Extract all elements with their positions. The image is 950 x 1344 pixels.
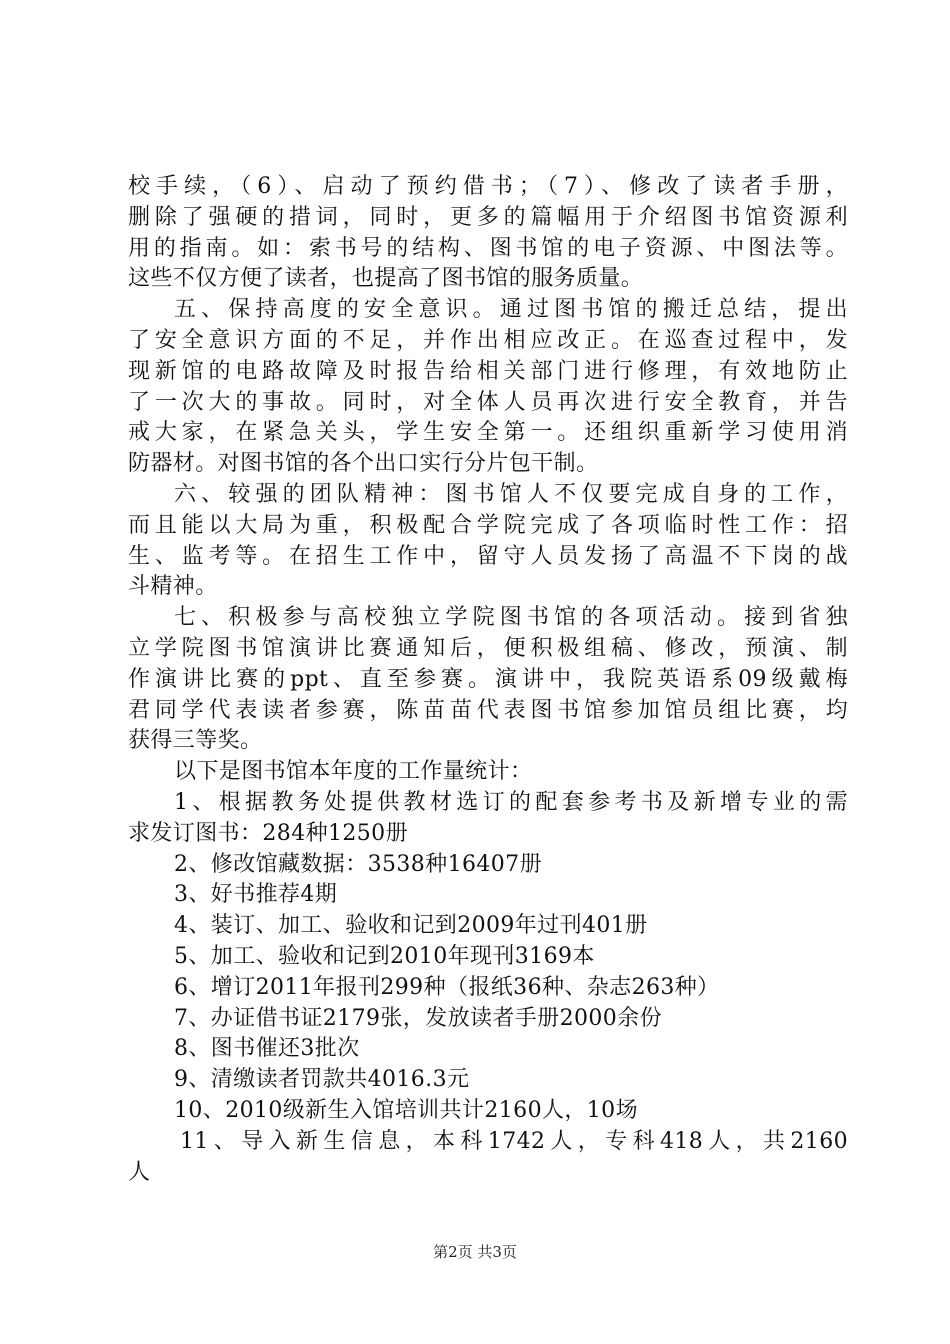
text-line: 2、修改馆藏数据：3538种16407册 <box>174 851 542 877</box>
text-line: 现新馆的电路故障及时报告给相关部门进行修理，有效地防止 <box>128 358 848 384</box>
text-line: 7、办证借书证2179张，发放读者手册2000余份 <box>174 1005 662 1031</box>
text-line: 防器材。对图书馆的各个出口实行分片包干制。 <box>128 451 599 477</box>
text-line: 8、图书催还3批次 <box>174 1036 360 1062</box>
text-line: 六、较强的团队精神：图书馆人不仅要完成自身的工作， <box>174 481 848 507</box>
text-line: 1、根据教务处提供教材选订的配套参考书及新增专业的需 <box>174 789 848 815</box>
document-body <box>128 172 848 1188</box>
text-line: 这些不仅方便了读者，也提高了图书馆的服务质量。 <box>128 266 644 292</box>
text-line: 五、保持高度的安全意识。通过图书馆的搬迁总结，提出 <box>174 297 848 323</box>
text-line: 获得三等奖。 <box>128 728 263 754</box>
text-line: 3、好书推荐4期 <box>174 882 338 908</box>
text-line: 立学院图书馆演讲比赛通知后，便积极组稿、修改，预演、制 <box>128 635 848 661</box>
text-line: 删除了强硬的措词，同时，更多的篇幅用于介绍图书馆资源利 <box>128 204 848 230</box>
text-line: 斗精神。 <box>128 574 218 600</box>
text-line: 君同学代表读者参赛，陈苗苗代表图书馆参加馆员组比赛，均 <box>128 697 848 723</box>
text-line: 用的指南。如：索书号的结构、图书馆的电子资源、中图法等。 <box>128 235 848 261</box>
page-footer: 第2页 共3页 <box>433 1243 517 1261</box>
text-line: 5、加工、验收和记到2010年现刊3169本 <box>174 943 595 969</box>
text-line: 了一次大的事故。同时，对全体人员再次进行安全教育，并告 <box>128 389 848 415</box>
text-line: 以下是图书馆本年度的工作量统计： <box>174 759 533 785</box>
text-line: 人 <box>128 1159 151 1185</box>
text-line: 6、增订2011年报刊299种（报纸36种、杂志263种） <box>174 974 720 1000</box>
text-line: 而且能以大局为重，积极配合学院完成了各项临时性工作：招 <box>128 512 848 538</box>
text-line: 作演讲比赛的ppt、直至参赛。演讲中，我院英语系09级戴梅 <box>128 666 848 692</box>
text-line: 求发订图书：284种1250册 <box>128 820 408 846</box>
text-line: 4、装订、加工、验收和记到2009年过刊401册 <box>174 913 648 939</box>
text-line: 了安全意识方面的不足，并作出相应改正。在巡查过程中，发 <box>128 327 848 353</box>
text-line: 9、清缴读者罚款共4016.3元 <box>174 1067 470 1093</box>
text-line: 10、2010级新生入馆培训共计2160人，10场 <box>174 1097 638 1123</box>
text-line: 七、积极参与高校独立学院图书馆的各项活动。接到省独 <box>174 605 848 631</box>
text-line: 戒大家，在紧急关头，学生安全第一。还组织重新学习使用消 <box>128 420 848 446</box>
text-line: 11、导入新生信息，本科1742人，专科418人，共2160 <box>180 1128 848 1154</box>
text-line: 校手续，（6）、启动了预约借书；（7）、修改了读者手册， <box>128 174 848 199</box>
text-line: 生、监考等。在招生工作中，留守人员发扬了高温不下岗的战 <box>128 543 848 569</box>
